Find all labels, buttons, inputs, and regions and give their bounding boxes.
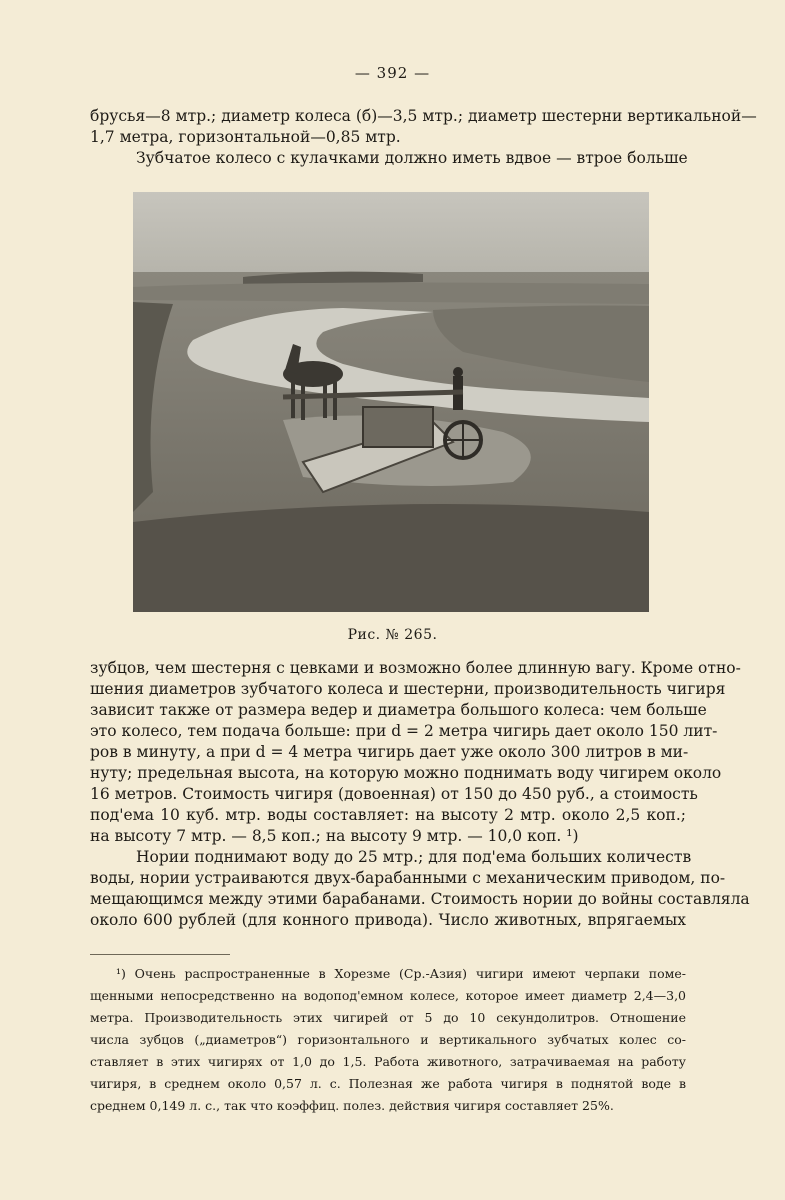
footnote-line: чигиря, в среднем около 0,57 л. с. Полезная же работа чигиря в поднятой воде в [90, 1076, 686, 1091]
text-line: это колесо, тем подача больше: при d = 2 метра чигирь дает около 150 лит- [90, 722, 718, 740]
top-paragraph [90, 106, 757, 169]
text-line: воды, нории устраиваются двух-барабанными с механическим приводом, по- [90, 869, 726, 887]
text-line: мещающимся между этими барабанами. Стоимость нории до войны составляла [90, 890, 750, 908]
footnote-line: ставляет в этих чигирях от 1,0 до 1,5. Работа животного, затрачиваемая на работу [90, 1054, 686, 1069]
text-line: Нории поднимают воду до 25 мтр.; для под'ема больших количеств [136, 848, 692, 866]
text-line: ров в минуту, а при d = 4 метра чигирь дает уже около 300 литров в ми- [90, 743, 689, 761]
text-line: около 600 рублей (для конного привода). Число животных, впрягаемых [90, 911, 686, 929]
footnote-line: метра. Производительность этих чигирей от 5 до 10 секундолитров. Отношение [90, 1010, 686, 1025]
page-number: — 392 — [354, 64, 431, 82]
footnote-line: ¹) Очень распространенные в Хорезме (Ср.-Азия) чигири имеют черпаки поме- [116, 966, 686, 981]
figure-photo [133, 192, 649, 612]
figure-caption: Рис. № 265. [347, 627, 438, 643]
text-line: зависит также от размера ведер и диаметра большого колеса: чем больше [90, 701, 707, 719]
text-line: 16 метров. Стоимость чигиря (довоенная) от 150 до 450 руб., а стоимость [90, 785, 698, 803]
footnote [90, 963, 686, 1117]
text-line: зубцов, чем шестерня с цевками и возможно более длинную вагу. Кроме отно- [90, 659, 741, 677]
text-line: под'ема 10 куб. мтр. воды составляет: на высоту 2 мтр. около 2,5 коп.; [90, 806, 686, 824]
footnote-line: щенными непосредственно на водопод'емном колесе, которое имеет диаметр 2,4—3,0 [90, 988, 686, 1003]
footnote-line: числа зубцов („диаметров“) горизонтального и вертикального зубчатых колес со- [90, 1032, 686, 1047]
worker-head [453, 367, 463, 377]
footnote-line: среднем 0,149 л. с., так что коэффиц. полез. действия чигиря составляет 25%. [90, 1098, 614, 1113]
text-line: 1,7 метра, горизонтальной—0,85 мтр. [90, 128, 401, 146]
foreground-grass [133, 504, 649, 612]
text-line: Зубчатое колесо с кулачками должно иметь вдвое — втрое больше [136, 149, 688, 167]
text-line: брусья—8 мтр.; диаметр колеса (б)—3,5 мтр.; диаметр шестерни вертикальной— [90, 107, 757, 125]
text-line: шения диаметров зубчатого колеса и шестерни, производительность чигиря [90, 680, 726, 698]
footnote-rule [90, 954, 230, 955]
text-line: нуту; предельная высота, на которую можно поднимать воду чигирем около [90, 764, 722, 782]
main-paragraphs [90, 658, 750, 931]
text-line: на высоту 7 мтр. — 8,5 коп.; на высоту 9 мтр. — 10,0 коп. ¹) [90, 827, 579, 845]
